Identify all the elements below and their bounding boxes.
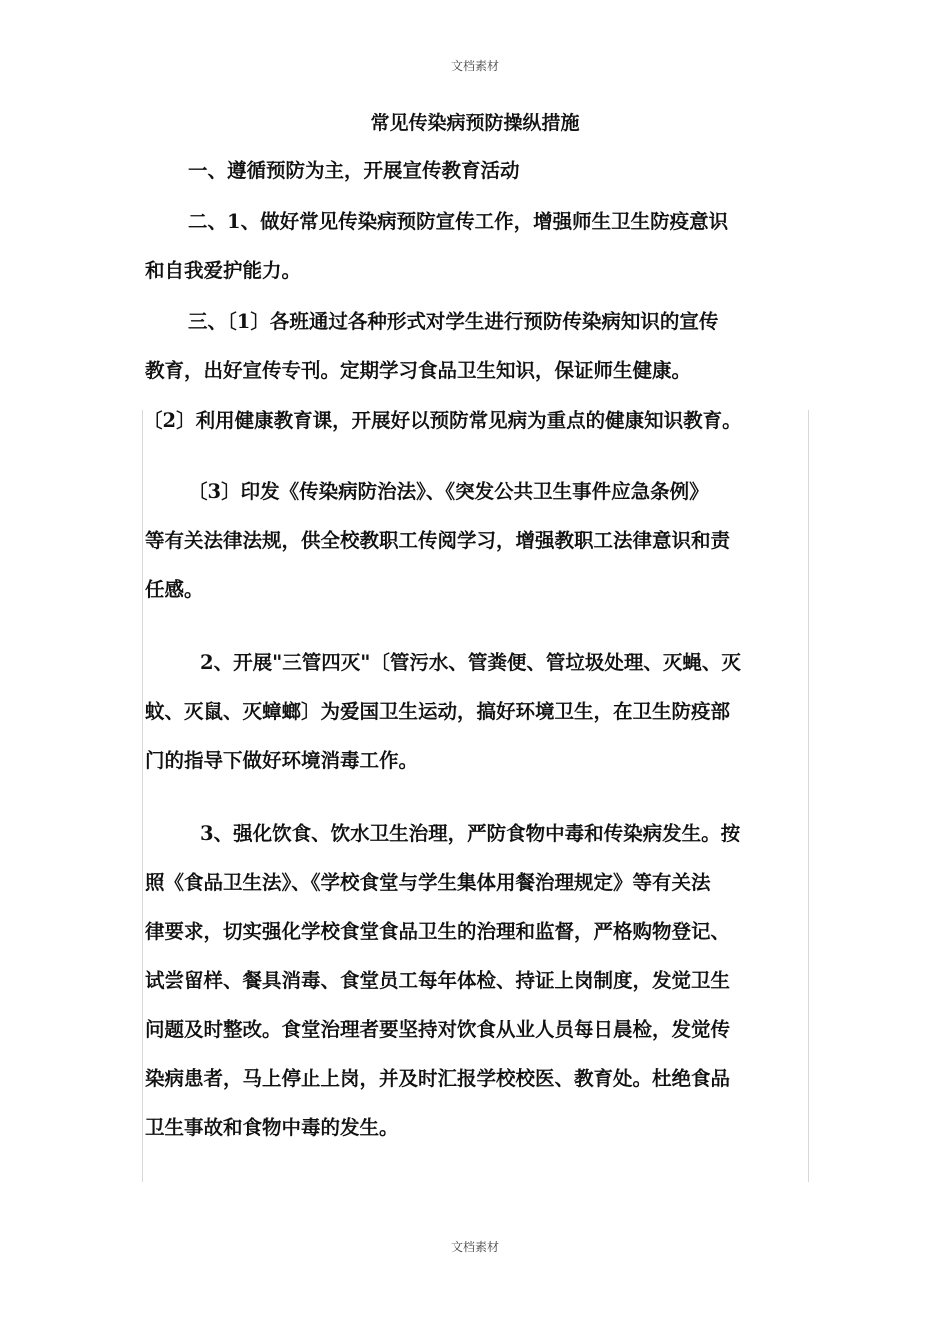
section-3-3-line-6: 染病患者，马上停止上岗，并及时汇报学校校医、教育处。杜绝食品 <box>145 1067 731 1090</box>
section-3-3-line-7: 卫生事故和食物中毒的发生。 <box>145 1116 399 1139</box>
section-3-line-2: 教育，出好宣传专刊。定期学习食品卫生知识，保证师生健康。 <box>145 359 692 382</box>
section-3-line-1: 三、〔1〕各班通过各种形式对学生进行预防传染病知识的宣传 <box>188 310 719 333</box>
section-3-3-line-3: 律要求，切实强化学校食堂食品卫生的治理和监督，严格购物登记、 <box>145 920 731 943</box>
section-3-3-line-1: 3、强化饮食、饮水卫生治理，严防食物中毒和传染病发生。按 <box>200 822 741 845</box>
section-3-3-line-4: 试尝留样、餐具消毒、食堂员工每年体检、持证上岗制度，发觉卫生 <box>145 969 731 992</box>
item-3-line-1: 〔3〕印发《传染病防治法》、《突发公共卫生事件应急条例》 <box>188 480 709 503</box>
page-header: 文档素材 <box>450 59 499 73</box>
document-title: 常见传染病预防操纵措施 <box>370 112 580 134</box>
section-2-3-line-3: 门的指导下做好环境消毒工作。 <box>145 749 419 772</box>
item-2-line: 〔2〕利用健康教育课，开展好以预防常见病为重点的健康知识教育。 <box>143 409 742 432</box>
item-3-line-3: 任感。 <box>145 578 204 601</box>
section-2-line-1: 二、1、做好常见传染病预防宣传工作，增强师生卫生防疫意识 <box>188 210 729 233</box>
section-1-line: 一、遵循预防为主，开展宣传教育活动 <box>188 159 520 182</box>
frame-border-left <box>142 410 143 1182</box>
section-2-3-line-2: 蚊、灭鼠、灭蟑螂〕为爱国卫生运动，搞好环境卫生，在卫生防疫部 <box>145 700 731 723</box>
section-3-3-line-2: 照《食品卫生法》、《学校食堂与学生集体用餐治理规定》等有关法 <box>145 871 711 894</box>
item-3-line-2: 等有关法律法规，供全校教职工传阅学习，增强教职工法律意识和责 <box>145 529 731 552</box>
page-footer: 文档素材 <box>450 1240 499 1254</box>
section-3-3-line-5: 问题及时整改。食堂治理者要坚持对饮食从业人员每日晨检，发觉传 <box>145 1018 731 1041</box>
section-2-line-2: 和自我爱护能力。 <box>145 259 302 282</box>
section-2-3-line-1: 2、开展"三管四灭"〔管污水、管粪便、管垃圾处理、灭蝇、灭 <box>200 651 741 674</box>
